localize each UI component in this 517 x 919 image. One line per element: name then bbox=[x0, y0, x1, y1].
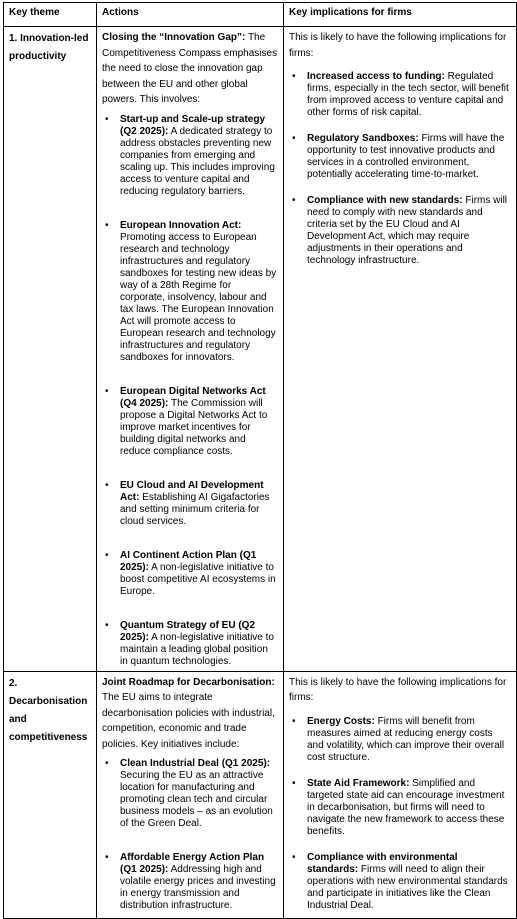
item-text: Establishing AI Gigafactories and setting minimum criteria for cloud services. bbox=[120, 491, 270, 527]
list-item bbox=[102, 852, 278, 912]
item-title: Compliance with environmental standards: bbox=[307, 851, 458, 875]
action-list bbox=[102, 114, 278, 668]
bullet-icon: • bbox=[292, 133, 296, 144]
bullet-icon: • bbox=[292, 71, 296, 82]
list-item bbox=[102, 220, 278, 364]
item-text: Firms will have the opportunity to test innovative products and services in a controlled environment, potentially accelerating time-to-market. bbox=[307, 133, 505, 180]
item-text: The Commission will propose a Digital Networks Act to improve market incentives for building digital networks and reduce compliance costs. bbox=[120, 397, 268, 457]
intro-title: Closing the “Innovation Gap”: bbox=[102, 32, 246, 43]
item-text: Addressing high and volatile energy prices and investing in energy transmission and distribution infrastructure. bbox=[120, 864, 276, 911]
list-item bbox=[289, 716, 511, 764]
item-text: Promoting access to European research and technology infrastructures and regulatory sandboxes for testing new ideas by way of a 28th Regime for corporate, insolvency, labour and tax laws. The European Innovation Act will promote access to European research and technology infrastructures and regulatory sandboxes for innovators. bbox=[120, 231, 277, 363]
item-text: A non-legislative initiative to maintain a leading global position in quantum technologies. bbox=[120, 631, 274, 667]
bullet-icon: • bbox=[292, 777, 296, 789]
implication-list bbox=[289, 716, 511, 912]
table-row bbox=[4, 27, 517, 672]
action-list bbox=[102, 758, 278, 912]
item-title: Clean Industrial Deal (Q1 2025): bbox=[120, 758, 271, 769]
item-title: EU Cloud and AI Development Act: bbox=[120, 479, 264, 503]
item-text: Firms will benefit from measures aimed at reducing energy costs and volatility, which can improve their overall cost structure. bbox=[307, 715, 505, 763]
header-implications: Key implications for firms bbox=[284, 3, 517, 27]
theme-cell: 1. Innovation-led productivity bbox=[4, 27, 97, 672]
actions-cell bbox=[97, 671, 284, 918]
header-actions: Actions bbox=[97, 3, 284, 27]
item-title: European Innovation Act: bbox=[120, 219, 242, 231]
list-item bbox=[289, 133, 511, 181]
list-item bbox=[102, 386, 278, 458]
item-title: European Digital Networks Act (Q4 2025): bbox=[120, 385, 266, 409]
item-title: AI Continent Action Plan (Q1 2025): bbox=[120, 549, 257, 573]
item-text: A dedicated strategy to address obstacles preventing new companies from emerging and scaling up. This includes improving access to venture capital and reducing regulatory barriers. bbox=[120, 125, 275, 197]
policy-table bbox=[3, 2, 517, 919]
actions-intro bbox=[102, 675, 278, 753]
intro-title: Joint Roadmap for Decarbonisation: bbox=[102, 676, 275, 688]
list-item bbox=[289, 71, 511, 119]
bullet-icon: • bbox=[292, 195, 296, 206]
item-title: Increased access to funding: bbox=[307, 71, 445, 82]
implication-list bbox=[289, 71, 511, 267]
list-item bbox=[102, 550, 278, 598]
bullet-icon: • bbox=[105, 619, 109, 631]
item-title: Regulatory Sandboxes: bbox=[307, 133, 419, 144]
list-item bbox=[102, 758, 278, 830]
table-row bbox=[4, 671, 517, 918]
intro-text: The EU aims to integrate decarbonisation policies with industrial, competition, economic and trade policies. Key initiatives include: bbox=[102, 692, 275, 750]
item-title: State Aid Framework: bbox=[307, 777, 410, 789]
bullet-icon: • bbox=[292, 715, 296, 727]
list-item bbox=[289, 852, 511, 912]
item-title: Affordable Energy Action Plan (Q1 2025): bbox=[120, 852, 265, 875]
list-item bbox=[289, 778, 511, 838]
theme-cell: 2. Decarbonisation and competitiveness bbox=[4, 671, 97, 918]
actions-intro bbox=[102, 30, 278, 108]
header-key-theme: Key theme bbox=[4, 3, 97, 27]
list-item bbox=[102, 480, 278, 528]
bullet-icon: • bbox=[105, 479, 109, 491]
item-title: Compliance with new standards: bbox=[307, 195, 463, 206]
bullet-icon: • bbox=[105, 113, 109, 125]
implications-cell bbox=[284, 27, 517, 672]
list-item bbox=[289, 195, 511, 267]
implications-intro: This is likely to have the following implications for firms: bbox=[289, 32, 507, 59]
intro-text: The Competitiveness Compass emphasises the need to close the innovation gap between the EU and other global powers. This involves: bbox=[102, 32, 278, 105]
item-text: Securing the EU as an attractive location for manufacturing and promoting clean tech and circular business models – as an evolution of the Green Deal. bbox=[120, 770, 273, 829]
bullet-icon: • bbox=[105, 758, 109, 769]
bullet-icon: • bbox=[105, 549, 109, 561]
bullet-icon: • bbox=[105, 852, 109, 863]
bullet-icon: • bbox=[292, 851, 296, 863]
list-item bbox=[102, 114, 278, 198]
item-title: Start-up and Scale-up strategy (Q2 2025): bbox=[120, 113, 266, 137]
item-text: Firms will need to comply with new standards and criteria set by the EU Cloud and AI Development Act, which may require adjustments in their operations and technology infrastructure. bbox=[307, 195, 508, 266]
bullet-icon: • bbox=[105, 385, 109, 397]
item-title: Energy Costs: bbox=[307, 715, 375, 727]
list-item bbox=[102, 620, 278, 668]
item-title: Quantum Strategy of EU (Q2 2025): bbox=[120, 619, 256, 643]
actions-cell bbox=[97, 27, 284, 672]
item-text: A non-legislative initiative to boost competitive AI ecosystems in Europe. bbox=[120, 561, 276, 597]
item-text: Firms will need to align their operations with new environmental standards and participate in initiatives like the Clean Industrial Deal. bbox=[307, 863, 508, 911]
item-text: Simplified and targeted state aid can encourage investment in decarbonisation, but firms will need to navigate the new framework to access these benefits. bbox=[307, 777, 505, 837]
implications-cell bbox=[284, 671, 517, 918]
bullet-icon: • bbox=[105, 219, 109, 231]
header-row bbox=[4, 3, 517, 27]
implications-intro: This is likely to have the following implications for firms: bbox=[289, 676, 507, 703]
item-text: Regulated firms, especially in the tech sector, will benefit from improved access to venture capital and other forms of risk capital. bbox=[307, 71, 509, 118]
